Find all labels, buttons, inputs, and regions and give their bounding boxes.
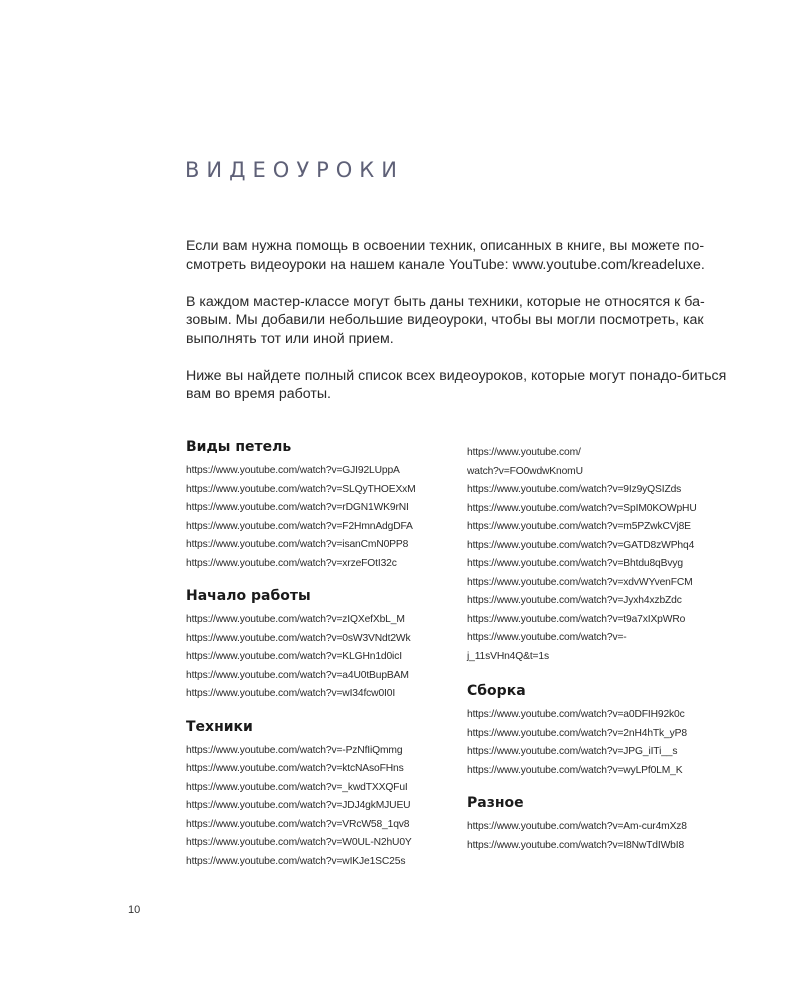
section-getting-started [186,587,456,704]
video-link[interactable]: https://www.youtube.com/watch?v=t9a7xIXpWRo [467,613,686,625]
video-link[interactable]: https://www.youtube.com/watch?v=Am-cur4mXz8 [467,821,687,832]
video-link[interactable]: https://www.youtube.com/watch?v=- [467,632,627,643]
video-link[interactable]: https://www.youtube.com/watch?v=JDJ4gkMJUEU [186,800,411,811]
intro-paragraph: Ниже вы найдете полный список всех видеоуроков, которые могут понадо-биться вам во время работы. [186,367,727,402]
video-link[interactable]: https://www.youtube.com/watch?v=rDGN1WK9rNI [186,502,409,513]
video-link[interactable]: https://www.youtube.com/watch?v=a0DFIH92k0c [467,709,685,720]
video-link[interactable]: https://www.youtube.com/watch?v=2nH4hTk_yP8 [467,727,687,739]
section-techniques [186,718,456,872]
video-link[interactable]: https://www.youtube.com/watch?v=wyLPf0LM_K [467,764,683,776]
section-heading: Виды петель [186,439,292,455]
section-loop-types [186,438,456,573]
video-link[interactable]: https://www.youtube.com/watch?v=W0UL-N2hU0Y [186,837,412,848]
intro-paragraph: Если вам нужна помощь в освоении техник, описанных в книге, вы можете по-смотреть видеоуроки на нашем канале YouTube: www.youtube.com/kreadeluxe. [186,238,705,273]
video-link[interactable]: https://www.youtube.com/watch?v=xrzeFOtI32c [186,557,397,569]
video-link[interactable]: https://www.youtube.com/watch?v=_kwdTXXQFuI [186,781,408,793]
section-heading: Начало работы [186,588,311,604]
right-column [467,444,767,869]
video-link[interactable]: https://www.youtube.com/watch?v=isanCmN0PP8 [186,539,409,550]
video-link[interactable]: https://www.youtube.com/watch?v=0sW3VNdt2Wk [186,632,411,644]
video-link[interactable]: https://www.youtube.com/watch?v=a4U0tBupBAM [186,669,409,681]
video-link[interactable]: https://www.youtube.com/watch?v=9Iz9yQSIZds [467,484,682,495]
video-link[interactable]: watch?v=FO0wdwKnomU [467,465,583,477]
video-link[interactable]: https://www.youtube.com/watch?v=m5PZwkCVj8E [467,521,691,532]
video-link[interactable]: https://www.youtube.com/watch?v=-PzNfIiQmmg [186,744,403,756]
video-link[interactable]: https://www.youtube.com/watch?v=Bhtdu8qBvyg [467,558,683,569]
video-link[interactable]: https://www.youtube.com/watch?v=I8NwTdIWbI8 [467,839,685,851]
video-link[interactable]: j_11sVHn4Q&t=1s [467,650,549,662]
video-link[interactable]: https://www.youtube.com/watch?v=SLQyTHOEXxM [186,483,416,495]
video-link[interactable]: https://www.youtube.com/watch?v=Jyxh4xzbZdc [467,595,682,606]
video-link[interactable]: https://www.youtube.com/watch?v=wIKJe1SC25s [186,855,406,867]
link-list [467,706,767,780]
left-column [186,438,456,885]
link-list [186,742,456,872]
link-list [186,462,456,573]
video-link[interactable]: https://www.youtube.com/watch?v=GJI92LUppA [186,465,400,476]
video-link[interactable]: https://www.youtube.com/watch?v=VRcW58_1qv8 [186,818,410,830]
section-assembly [467,682,767,780]
video-link[interactable]: https://www.youtube.com/watch?v=SpIM0KOWpHU [467,502,697,514]
video-link[interactable]: https://www.youtube.com/watch?v=zIQXefXbL_M [186,614,405,625]
section-heading: Техники [186,718,253,735]
video-link[interactable]: https://www.youtube.com/watch?v=wI34fcw0I0I [186,688,396,699]
intro-text [186,237,731,422]
link-list [186,611,456,704]
video-link[interactable]: https://www.youtube.com/watch?v=JPG_iITi__s [467,746,678,757]
section-heading: Сборка [467,683,526,699]
video-link[interactable]: https://www.youtube.com/watch?v=ktcNAsoFHns [186,763,404,774]
video-link[interactable]: https://www.youtube.com/watch?v=GATD8zWPhq4 [467,539,695,551]
video-link[interactable]: https://www.youtube.com/watch?v=F2HmnAdgDFA [186,520,413,532]
video-link[interactable]: https://www.youtube.com/watch?v=xdvWYvenFCM [467,576,693,588]
section-misc [467,794,767,855]
video-link[interactable]: https://www.youtube.com/ [467,447,581,458]
section-heading: Разное [467,795,524,811]
intro-paragraph: В каждом мастер-классе могут быть даны техники, которые не относятся к ба-зовым. Мы добавили небольшие видеоуроки, чтобы вы могли посмотреть, как выполнять тот или иной прием. [186,293,705,347]
link-list [467,818,767,855]
continued-link-list [467,444,767,666]
page-number: 10 [128,904,141,916]
page-title: ВИДЕОУРОКИ [185,158,404,182]
video-link[interactable]: https://www.youtube.com/watch?v=KLGHn1d0icI [186,651,402,662]
